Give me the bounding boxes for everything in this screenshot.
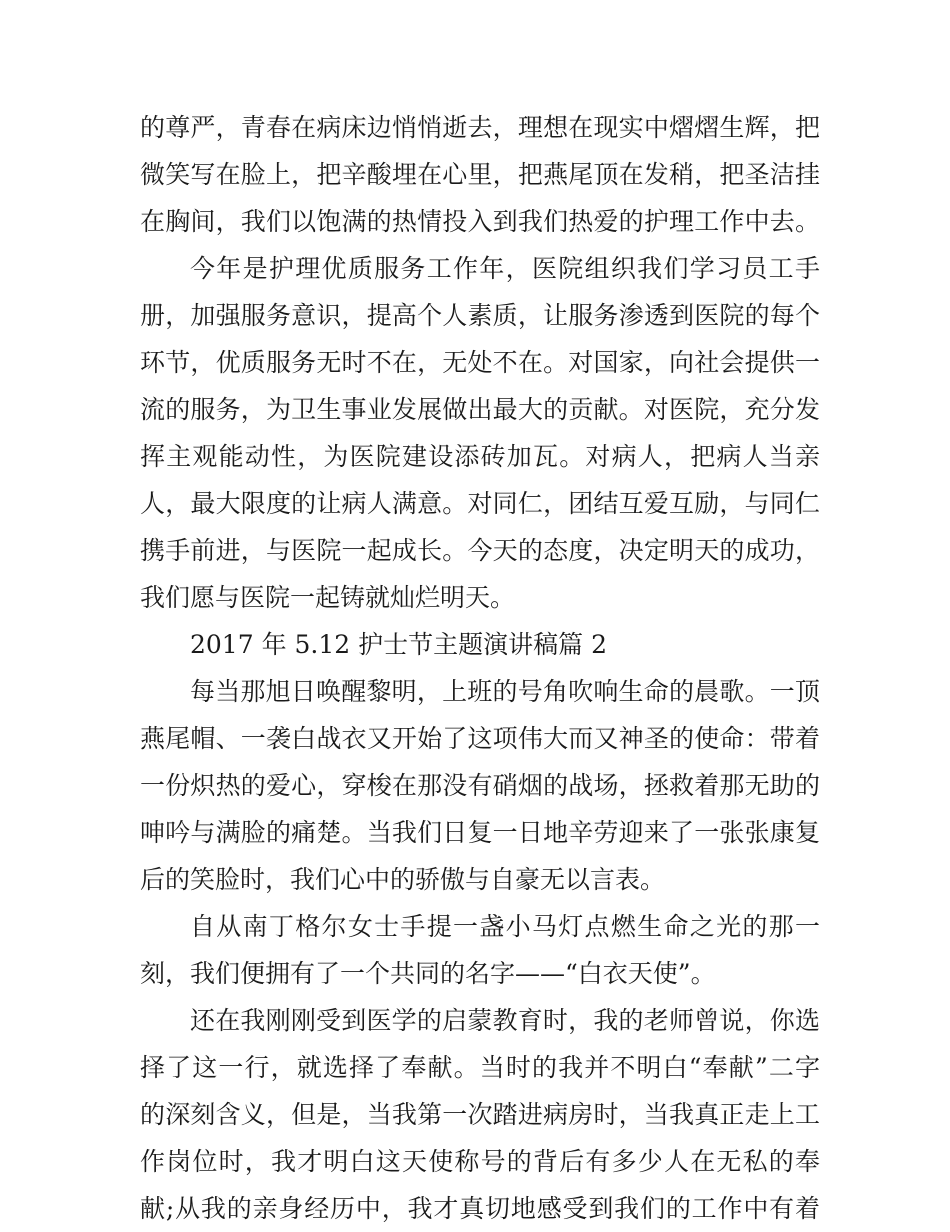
text-line: 献;从我的亲身经历中，我才真切地感受到我们的工作中有着 — [140, 1194, 820, 1223]
text-line: 环节，优质服务无时不在，无处不在。对国家，向社会提供一 — [140, 348, 820, 377]
text-line: 我们愿与医院一起铸就灿烂明天。 — [140, 583, 516, 612]
text-line: 呻吟与满脸的痛楚。当我们日复一日地辛劳迎来了一张张康复 — [140, 818, 820, 847]
paragraph-first-line: 每当那旭日唤醒黎明，上班的号角吹响生命的晨歌。一顶 — [190, 677, 820, 706]
section-heading: 2017 年 5.12 护士节主题演讲稿篇 2 — [190, 630, 607, 659]
text-line: 一份炽热的爱心，穿梭在那没有硝烟的战场，拯救着那无助的 — [140, 771, 820, 800]
text-line: 刻，我们便拥有了一个共同的名字——“白衣天使”。 — [140, 959, 716, 988]
text-line: 的尊严，青春在病床边悄悄逝去，理想在现实中熠熠生辉，把 — [140, 113, 820, 142]
text-line: 择了这一行，就选择了奉献。当时的我并不明白“奉献”二字 — [140, 1053, 820, 1082]
text-line: 挥主观能动性，为医院建设添砖加瓦。对病人，把病人当亲 — [140, 442, 820, 471]
text-line: 人，最大限度的让病人满意。对同仁，团结互爱互励，与同仁 — [140, 489, 820, 518]
text-line: 流的服务，为卫生事业发展做出最大的贡献。对医院，充分发 — [140, 395, 820, 424]
body-text — [140, 104, 820, 1232]
text-line: 燕尾帽、一袭白战衣又开始了这项伟大而又神圣的使命：带着 — [140, 724, 820, 753]
text-line: 的深刻含义，但是，当我第一次踏进病房时，当我真正走上工 — [140, 1100, 820, 1129]
text-line: 携手前进，与医院一起成长。今天的态度，决定明天的成功， — [140, 536, 820, 565]
text-line: 册，加强服务意识，提高个人素质，让服务渗透到医院的每个 — [140, 301, 820, 330]
paragraph-first-line: 今年是护理优质服务工作年，医院组织我们学习员工手 — [190, 254, 820, 283]
text-line: 作岗位时，我才明白这天使称号的背后有多少人在无私的奉 — [140, 1147, 820, 1176]
paragraph-first-line: 自从南丁格尔女士手提一盏小马灯点燃生命之光的那一 — [190, 912, 820, 941]
text-line: 在胸间，我们以饱满的热情投入到我们热爱的护理工作中去。 — [140, 207, 820, 236]
text-line: 微笑写在脸上，把辛酸埋在心里，把燕尾顶在发稍，把圣洁挂 — [140, 160, 820, 189]
text-line: 后的笑脸时，我们心中的骄傲与自豪无以言表。 — [140, 865, 666, 894]
paragraph-first-line: 还在我刚刚受到医学的启蒙教育时，我的老师曾说，你选 — [190, 1006, 820, 1035]
